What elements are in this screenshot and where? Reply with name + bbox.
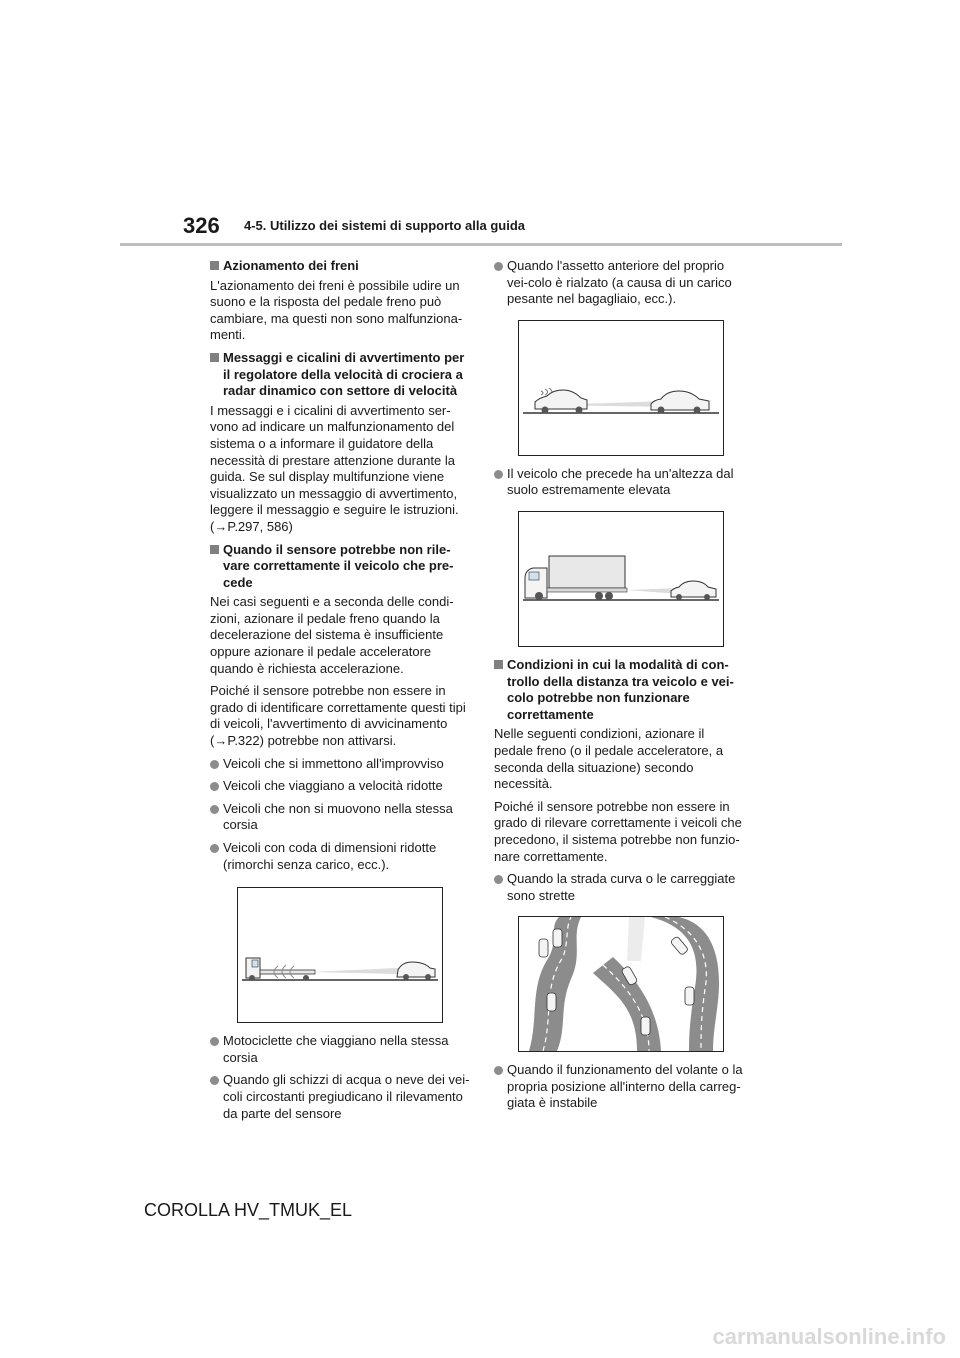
list-item <box>494 1062 746 1112</box>
paragraph: Poiché il sensore potrebbe non essere in grado di rilevare correttamente i veicoli che precedono, il sistema potrebbe non funzio-nare correttamente. <box>494 798 742 864</box>
list-item-text: Veicoli che non si muovono nella stessa corsia <box>223 800 453 833</box>
section-heading <box>210 542 472 592</box>
round-bullet-icon <box>494 1066 503 1075</box>
list-item-text: Motociclette che viaggiano nella stessa corsia <box>223 1033 449 1065</box>
paragraph: L'azionamento dei freni è possibile udire un suono e la risposta del pedale freno può cambiare, ma questi non sono malfunziona-menti. <box>210 277 463 343</box>
heading-text: Quando il sensore potrebbe non rile-vare correttamente il veicolo che pre-cede <box>223 541 454 590</box>
list-item <box>210 1072 472 1122</box>
paragraph: Poiché il sensore potrebbe non essere in grado di identificare correttamente questi tipi di veicoli, l'avvertimento di avvicinamento (→P.322) potrebbe non attivarsi. <box>210 683 466 749</box>
round-bullet-icon <box>210 1076 219 1085</box>
footer-model-code: COROLLA HV_TMUK_EL <box>144 1200 353 1220</box>
page-number: 326 <box>183 213 220 238</box>
illustration-high-truck <box>518 511 724 647</box>
round-bullet-icon <box>494 470 503 479</box>
list-item <box>210 1033 472 1066</box>
section-heading <box>210 350 472 400</box>
list-item <box>494 258 746 308</box>
square-bullet-icon <box>494 660 503 669</box>
list-item-text: Veicoli con coda di dimensioni ridotte (rimorchi senza carico, ecc.). <box>223 840 437 872</box>
round-bullet-icon <box>210 782 219 791</box>
right-column <box>494 258 746 1118</box>
heading-text: Condizioni in cui la modalità di con-trollo della distanza tra veicolo e vei-colo potrebbe non funzionare correttamente <box>507 656 734 722</box>
list-item <box>210 778 472 795</box>
heading-text: Messaggi e cicalini di avvertimento per il regolatore della velocità di crociera a radar dinamico con settore di velocità <box>223 349 465 399</box>
round-bullet-icon <box>210 844 219 853</box>
list-item-text: Quando gli schizzi di acqua o neve dei vei-coli circostanti pregiudicano il rilevamento da parte del sensore <box>223 1072 470 1121</box>
paragraph: Nei casi seguenti e a seconda delle condi-zioni, azionare il pedale freno quando la decelerazione del sistema è insufficiente oppure azionare il pedale acceleratore quando è richiesta accelerazione. <box>210 594 454 676</box>
heading-text: Azionamento dei freni <box>223 258 359 273</box>
list-item-text: Veicoli che viaggiano a velocità ridotte <box>223 778 443 794</box>
square-bullet-icon <box>210 261 219 270</box>
round-bullet-icon <box>210 805 219 814</box>
list-item <box>494 466 746 499</box>
round-bullet-icon <box>494 875 503 884</box>
section-heading <box>210 258 472 275</box>
list-item-text: Quando la strada curva o le carreggiate sono strette <box>507 871 736 903</box>
list-item <box>210 756 472 773</box>
illustration-raised-front <box>518 320 724 456</box>
section-heading <box>494 657 746 723</box>
header-divider <box>120 243 842 246</box>
round-bullet-icon <box>210 1037 219 1046</box>
round-bullet-icon <box>494 262 503 271</box>
list-item <box>494 871 746 904</box>
list-item-text: Quando il funzionamento del volante o la propria posizione all'interno della carreg-giata è instabile <box>507 1062 743 1111</box>
list-item <box>210 801 472 834</box>
left-column <box>210 258 472 1128</box>
watermark: carmanualsonline.info <box>712 1324 946 1349</box>
list-item-text: Veicoli che si immettono all'improvviso <box>223 755 444 771</box>
square-bullet-icon <box>210 545 219 554</box>
list-item-text: Quando l'assetto anteriore del proprio vei-colo è rialzato (a causa di un carico pesante nel bagagliaio, ecc.). <box>507 258 732 307</box>
illustration-curved-roads <box>518 916 724 1052</box>
square-bullet-icon <box>210 353 219 362</box>
round-bullet-icon <box>210 760 219 769</box>
paragraph: Nelle seguenti condizioni, azionare il pedale freno (o il pedale acceleratore, a seconda della situazione) secondo necessità. <box>494 726 724 792</box>
illustration-trailer <box>237 887 443 1023</box>
section-title: 4-5. Utilizzo dei sistemi di supporto alla guida <box>244 218 525 233</box>
paragraph: I messaggi e i cicalini di avvertimento ser-vono ad indicare un malfunzionamento del sistema o a informare il guidatore della necessità di prestare attenzione durante la guida. Se sul display multifunzione viene visualizzato un messaggio di avvertimento, leggere il messaggio e seguire le istruzioni. (→P.297, 586) <box>210 402 459 534</box>
list-item-text: Il veicolo che precede ha un'altezza dal suolo estremamente elevata <box>507 465 734 498</box>
list-item <box>210 840 472 873</box>
